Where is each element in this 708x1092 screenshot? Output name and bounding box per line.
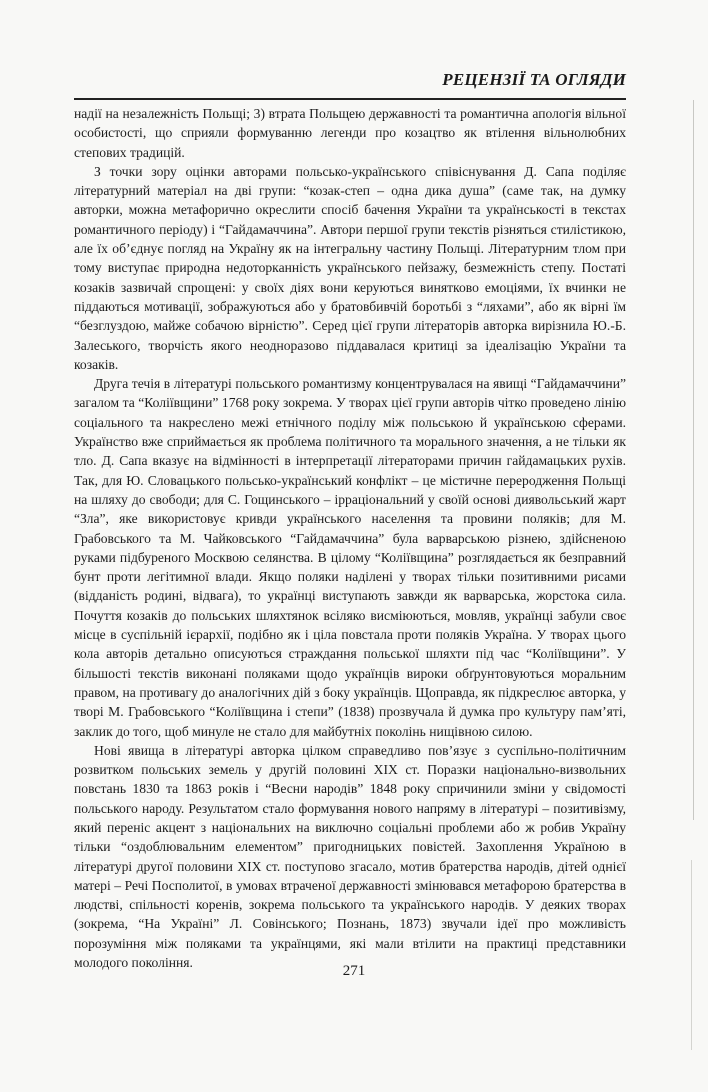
paragraph-continued: надії на незалежність Польщі; 3) втрата Польщею державності та романтична апологія вільної особистості, що сприяли формуванню легенди про козацтво як втілення вільнолюбних степових традицій.: [74, 106, 626, 160]
paragraph: З точки зору оцінки авторами польсько-українського співіснування Д. Сапа поділяє літературний матеріал на дві групи: “козак-степ – одна дика душа” (саме так, на думку авторки, можна метафорично окреслити спосіб бачення України та українськості в текстах романтичного періоду) і “Гайдамаччина”. Автори першої групи текстів різняться стилістикою, але їх об’єднує погляд на Україну як на інтегральну частину Польщі. Літературним тлом при тому виступає природна недоторканність українського пейзажу, безмежність степу. Постаті козаків зазвичай спрощені: у своїх діях вони керуються винятково емоціями, їх вчинки не піддаються мотивації, зображуються або у братовбивчій боротьбі з “ляхами”, або як вірні їм “безглуздою, майже собачою вірністю”. Серед цієї групи літераторів авторка вирізнила Ю.-Б. Залеського, творчість якого неодноразово піддавалася критиці за ідеалізацію України та козаків.: [74, 163, 626, 372]
article-body: [74, 104, 626, 972]
scan-edge-line: [693, 100, 694, 820]
section-title: РЕЦЕНЗІЇ ТА ОГЛЯДИ: [442, 70, 626, 89]
page-number: 271: [342, 963, 366, 979]
scan-edge-line-lower: [691, 860, 692, 1050]
running-header: [74, 64, 626, 100]
paragraph: Друга течія в літературі польського романтизму концентрувалася на явищі “Гайдамаччини” загалом та “Коліївщини” 1768 року зокрема. У творах цієї групи авторів чітко проведено лінію соціального та накреслено межі етнічного поділу між польською й українською сферами. Українство вже сприймається як проблема політичного та морального значення, а не тільки як тло. Д. Сапа вказує на відмінності в інтерпретації літераторами причин гайдамацьких рухів. Так, для Ю. Словацького польсько-український конфлікт – це містичне переродження Польщі на шляху до свободи; для С. Гощинського – ірраціональний у своїй основі диявольський жарт “Зла”, яке використовує кривди українського населення та провини поляків; для М. Грабовського та М. Чайковського “Гайдамаччина” була варварською різнею, здійсненою руками підбуреного Москвою селянства. В цілому “Коліївщина” розглядається як безправний бунт проти легітимної влади. Якщо поляки наділені у творах тільки позитивними рисами (відданість родині, відвага), то українці виступають завжди як варварська, жорстока сила. Почуття козаків до польських шляхтянок всіляко висміюються, мовляв, українці забули своє місце в суспільній ієрархії, подібно як і ціла повстала проти поляків Україна. У творах цього кола авторів детально описуються страждання польської шляхти під час “Коліївщини”. У більшості текстів виконані поляками щодо українців вироки обґрунтовуються моральним правом, на противагу до аналогічних дій з боку українців. Щоправда, як підкреслює авторка, у творі М. Грабовського “Коліївщина і степи” (1838) прозвучала й думка про культуру пам’яті, заклик до того, щоб минуле не стало для майбутніх поколінь нищівною силою.: [74, 376, 626, 739]
paragraph: Нові явища в літературі авторка цілком справедливо пов’язує з суспільно-політичним розвитком польських земель у другій половині XIX ст. Поразки національно-визвольних повстань 1830 та 1863 років і “Весни народів” 1848 року спричинили зміни у свідомості польського народу. Результатом стало формування нового напряму в літературі – позитивізму, який переніс акцент з національних на виключно соціальні проблеми або ж робив Україну тільки “оздоблювальним елементом” пригодницьких повістей. Захоплення Україною в літературі другої половини XIX ст. поступово згасало, мотив братерства народів, дітей однієї матері – Речі Посполитої, в умовах втраченої державності змінювався метафорою братерства в людстві, спільності коренів, зокрема польського та українського народів. У деяких творах (зокрема, “На Україні” Л. Совінського; Познань, 1873) звучали ідеї про можливість порозуміння між поляками та українцями, які мали втілити на практиці представники молодого покоління.: [74, 742, 626, 971]
